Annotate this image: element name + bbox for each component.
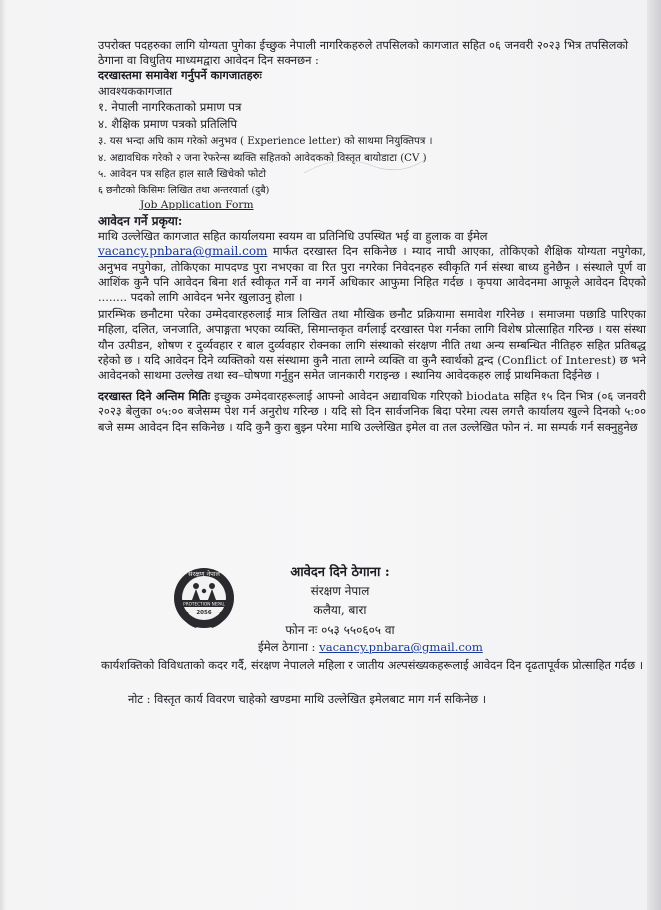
documents-subheading: आवश्यककागजात — [98, 83, 173, 98]
org-location: कलैया, बारा — [313, 603, 367, 617]
job-application-form-link[interactable]: Job Application Form — [140, 198, 254, 211]
how-line-1: माथि उल्लेखित कागजात सहित कार्यालयमा स्वयम वा प्रतिनिधि उपस्थित भई वा हुलाक वा ईमेल — [98, 229, 488, 244]
note-line: नोट : विस्तृत कार्य विवरण चाहेको खण्डमा माथि उल्लेखित इमेलबाट माग गर्न सकिनेछ । — [128, 692, 487, 706]
org-name: संरक्षण नेपाल — [310, 584, 370, 598]
intro-paragraph: उपरोक्त पदहरुका लागि योग्यता पुगेका ईच्छुक नेपाली नागरिकहरुले तपसिलको कागजात सहित ०६ जनवरी २०२३ भित्र तपसिलको ठेगाना वा विधुतिय माध्यमद्वारा आवेदन दिन सक्नछन : — [98, 38, 629, 68]
sanrakshan-nepal-logo-icon — [170, 566, 238, 634]
page-edge-shadow — [647, 0, 661, 910]
document-item: ४. शैक्षिक प्रमाण पत्रको प्रतिलिपि — [98, 116, 238, 131]
document-item: ६ छनौटको किसिमः लिखित तथा अन्तरवार्ता (दुबै) — [98, 184, 270, 196]
document-body — [98, 38, 646, 435]
deadline-text: इच्छुक उम्मेदवारहरूलाई आफ्नो आवेदन अद्यावधिक गरिएको biodata सहित १५ दिन भित्र (०६ जनवरी २०२३ बेलुका ०५:०० बजेसम्म पेश गर्न अनुरोध गरिन्छ । यदि सो दिन सार्वजनिक बिदा परेमा त्यस लगत्तै कार्यालय खुल्ने दिनको ५:०० बजे सम्म आवेदन दिन सकिनेछ । यदि कुनै कुरा बुझ्न परेमा माथि उल्लेखित इमेल वा तल उल्लेखित फोन नं. मा सम्पर्क गर्न सक्नुहुनेछ — [98, 389, 647, 434]
address-heading: आवेदन दिने ठेगाना : — [290, 565, 390, 580]
diversity-statement: कार्यशक्तिको विविधताको कदर गर्दै, संरक्षण नेपालले महिला र जातीय अल्पसंख्यकहरूलाई आवेदन दिन दृढतापूर्वक प्रोत्साहित गर्दछ । — [100, 658, 644, 672]
logo-year: 2056 — [196, 610, 212, 616]
document-item: ५. आवेदन पत्र सहित हाल सालै खिचेको फोटो — [98, 168, 267, 180]
how-rest: शैक्षिक योग्यता नपुगेका, अनुभव नपुगेका, तोकिएका मापदण्ड पुरा नभएका वा रित पुरा नगरेका निवेदनहरु स्वीकृति गर्न संस्था बाध्य हुनेछैन । संस्थाले पूर्ण वा आशिंक कुनै पनि आवेदन बिना शर्त स्वीकृत गर्ने वा नगर्ने अधिकार आफुमा निहित गर्दछ । कृपया आवेदनमा आफूले आवेदन दिएको ........ पदको लागि आवेदन भनेर खुलाउनु होला । — [98, 244, 647, 305]
selection-paragraph: प्रारम्भिक छनौटमा परेका उम्मेदवारहरुलाई मात्र लिखित तथा मौखिक छनौट प्रक्रियामा समावेश गरिनेछ । समाजमा पछाडि पारिएका महिला, दलित, जनजाति, अपाङ्गता भएका व्यक्ति, सिमान्तकृत वर्गलाई दरखास्त पेश गर्नका लागि विशेष प्रोत्साहित गरिन्छ । यस संस्था यौन उत्पीडन, शोषण र दुर्व्यवहार र बाल दुर्व्यवहार रोक्नका लागि संस्थाको संरक्षण नीति तथा अन्य सम्बन्धित नीतिहरु सहित प्रतिबद्ध रहेको छ । यदि आवेदन दिने व्यक्तिको यस संस्थामा कुनै नाता लाग्ने व्यक्ति वा कुनै स्वार्थको द्वन्द (Conflict of Interest) छ भने आवेदनको साथमा उल्लेख तथा स्व–घोषणा गर्नुहुन समेत जानकारी गराइन्छ । स्थानिय आवेदकहरु लाई प्राथमिकता दिईनेछ । — [98, 307, 646, 383]
email-address-line — [258, 640, 483, 655]
deadline-paragraph — [98, 389, 646, 435]
email-address-link[interactable]: vacancy.pnbara@gmail.com — [319, 640, 483, 654]
phone-number: फोन नः ०५३ ५५०६०५ वा — [285, 623, 395, 637]
logo-arc-text: संरक्षण नेपाल — [188, 570, 220, 578]
logo-band-text: PROTECTION NEPAL — [183, 601, 225, 607]
documents-heading: दरखास्तमा समावेश गर्नुपर्ने कागजातहरुः — [98, 68, 262, 83]
document-item: ३. यस भन्दा अघि काम गरेको अनुभव ( Experience letter) को साथमा नियुक्तिपत्र । — [98, 135, 433, 147]
email-link[interactable]: vacancy.pnbara@gmail.com — [98, 244, 268, 259]
how-to-apply-paragraph — [98, 229, 646, 305]
how-to-apply-heading: आवेदन गर्ने प्रकृया: — [98, 214, 183, 229]
deadline-label: दरखास्त दिने अन्तिम मितिः — [98, 389, 211, 404]
how-line-2: मार्फत दरखास्त दिन सकिनेछ । म्याद नाघी आएका, तोकिएको — [267, 244, 539, 259]
document-item: १. नेपाली नागरिकताको प्रमाण पत्र — [98, 99, 242, 114]
document-item: ४. अद्यावधिक गरेको २ जना रेफरेन्स ब्यक्ति सहितको आवेदकको विस्तृत बायोडाटा (CV ) — [98, 152, 427, 164]
email-label: ईमेल ठेगाना : — [258, 640, 320, 654]
